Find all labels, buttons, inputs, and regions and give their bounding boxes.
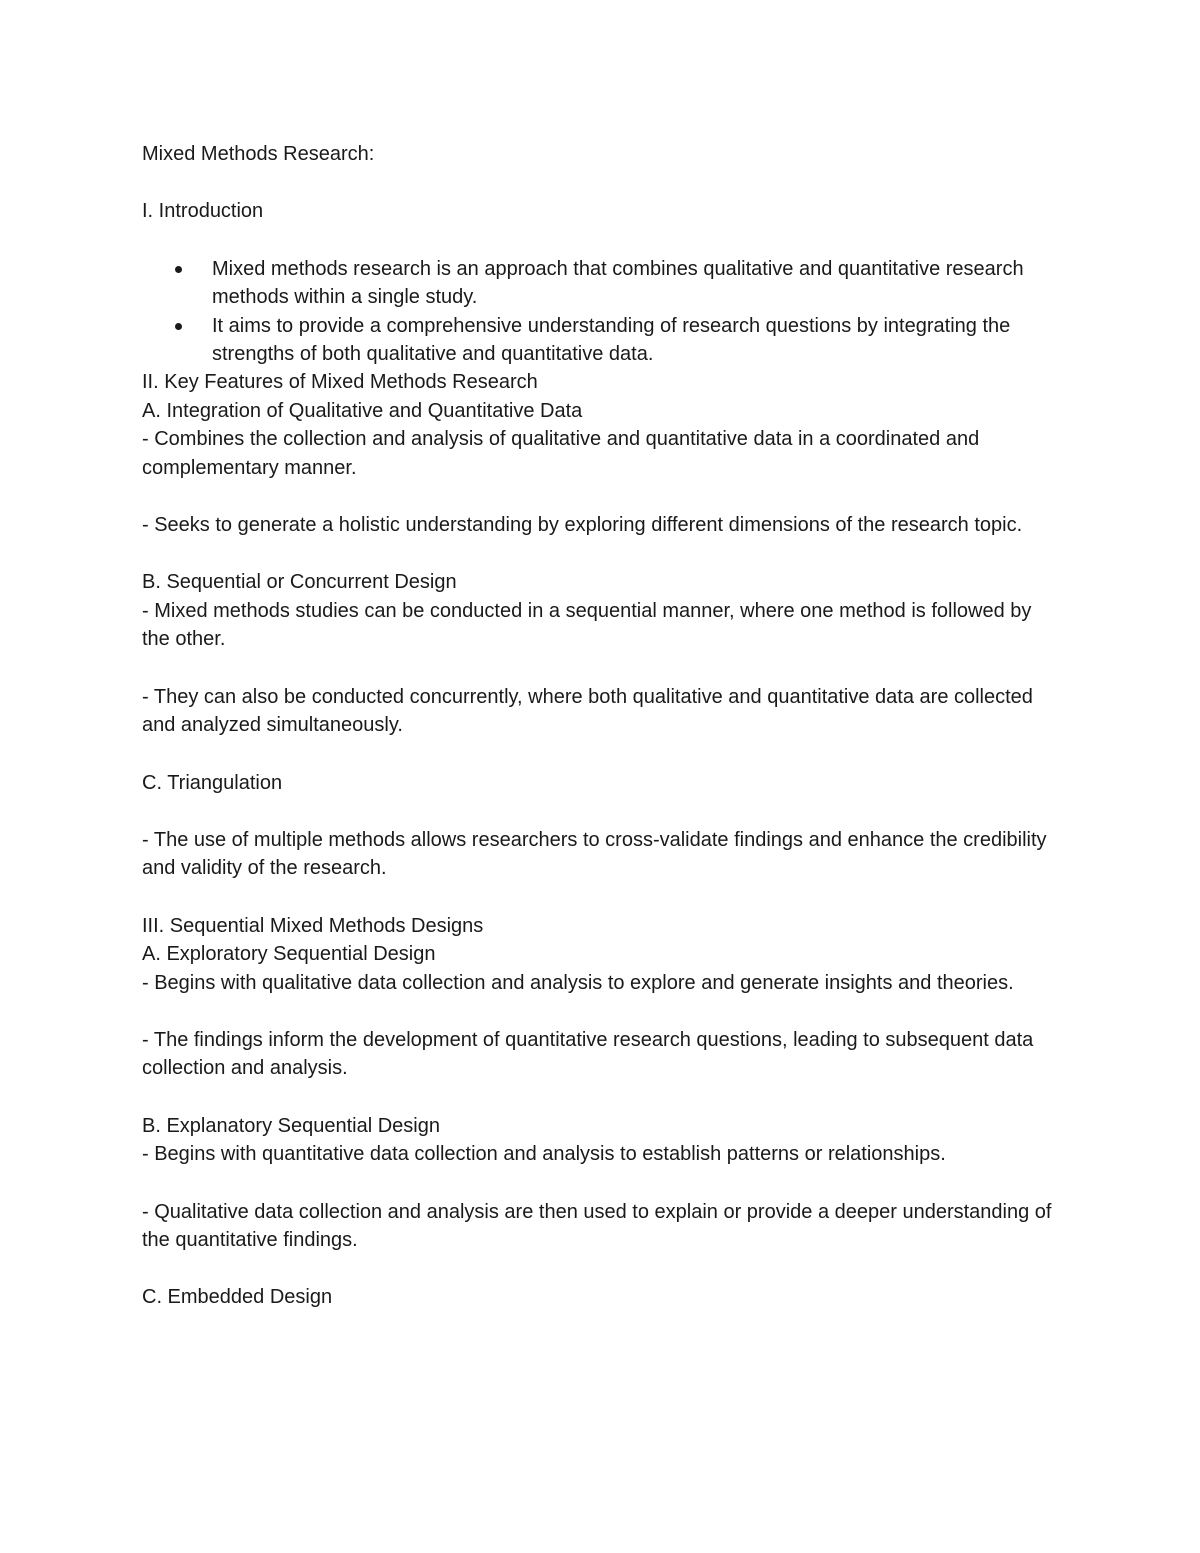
subheading-explanatory: B. Explanatory Sequential Design [142, 1114, 440, 1137]
spacer [142, 1169, 1062, 1198]
spacer [142, 226, 1062, 255]
bullet-text: It aims to provide a comprehensive understanding of research questions by integrating the strengths of both qualitative and quantitative data. [212, 314, 1011, 366]
section-heading-introduction: I. Introduction [142, 200, 264, 223]
spacer [142, 883, 1062, 912]
section-heading-key-features: II. Key Features of Mixed Methods Research [142, 371, 538, 394]
list-item [142, 312, 1062, 369]
spacer [142, 740, 1062, 769]
bullet-icon [175, 323, 182, 330]
spacer [142, 1083, 1062, 1112]
subheading-sequential-or-concurrent: B. Sequential or Concurrent Design [142, 571, 457, 594]
paragraph: - Seeks to generate a holistic understanding by exploring different dimensions of the research topic. [142, 514, 1023, 537]
subheading-triangulation: C. Triangulation [142, 771, 283, 794]
paragraph: - Combines the collection and analysis of qualitative and quantitative data in a coordinated and complementary manner. [142, 428, 980, 479]
spacer [142, 797, 1062, 826]
bullet-icon [175, 266, 182, 273]
paragraph: - Begins with qualitative data collection and analysis to explore and generate insights and theories. [142, 971, 1014, 994]
spacer [142, 168, 1062, 197]
paragraph: - They can also be conducted concurrently, where both qualitative and quantitative data are collected and analyzed simultaneously. [142, 685, 1033, 737]
spacer [142, 654, 1062, 683]
introduction-bullet-list [142, 255, 1062, 369]
paragraph: - Qualitative data collection and analysis are then used to explain or provide a deeper understanding of the quantitative findings. [142, 1200, 1052, 1251]
spacer [142, 1254, 1062, 1283]
section-heading-sequential-designs: III. Sequential Mixed Methods Designs [142, 914, 484, 937]
paragraph: - Mixed methods studies can be conducted in a sequential manner, where one method is followed by the other. [142, 599, 1032, 651]
paragraph: - Begins with quantitative data collection and analysis to establish patterns or relationships. [142, 1143, 946, 1166]
subheading-embedded: C. Embedded Design [142, 1286, 333, 1309]
spacer [142, 997, 1062, 1026]
document-title: Mixed Methods Research: [142, 143, 375, 165]
paragraph: - The use of multiple methods allows researchers to cross-validate findings and enhance the credibility and validity of the research. [142, 828, 1047, 880]
bullet-text: Mixed methods research is an approach that combines qualitative and quantitative research methods within a single study. [212, 257, 1024, 309]
subheading-integration: A. Integration of Qualitative and Quantitative Data [142, 399, 583, 422]
spacer [142, 539, 1062, 568]
paragraph: - The findings inform the development of quantitative research questions, leading to subsequent data collection and analysis. [142, 1028, 1034, 1080]
document-body [142, 140, 1062, 1312]
spacer [142, 482, 1062, 511]
list-item [142, 255, 1062, 312]
subheading-exploratory: A. Exploratory Sequential Design [142, 943, 436, 966]
